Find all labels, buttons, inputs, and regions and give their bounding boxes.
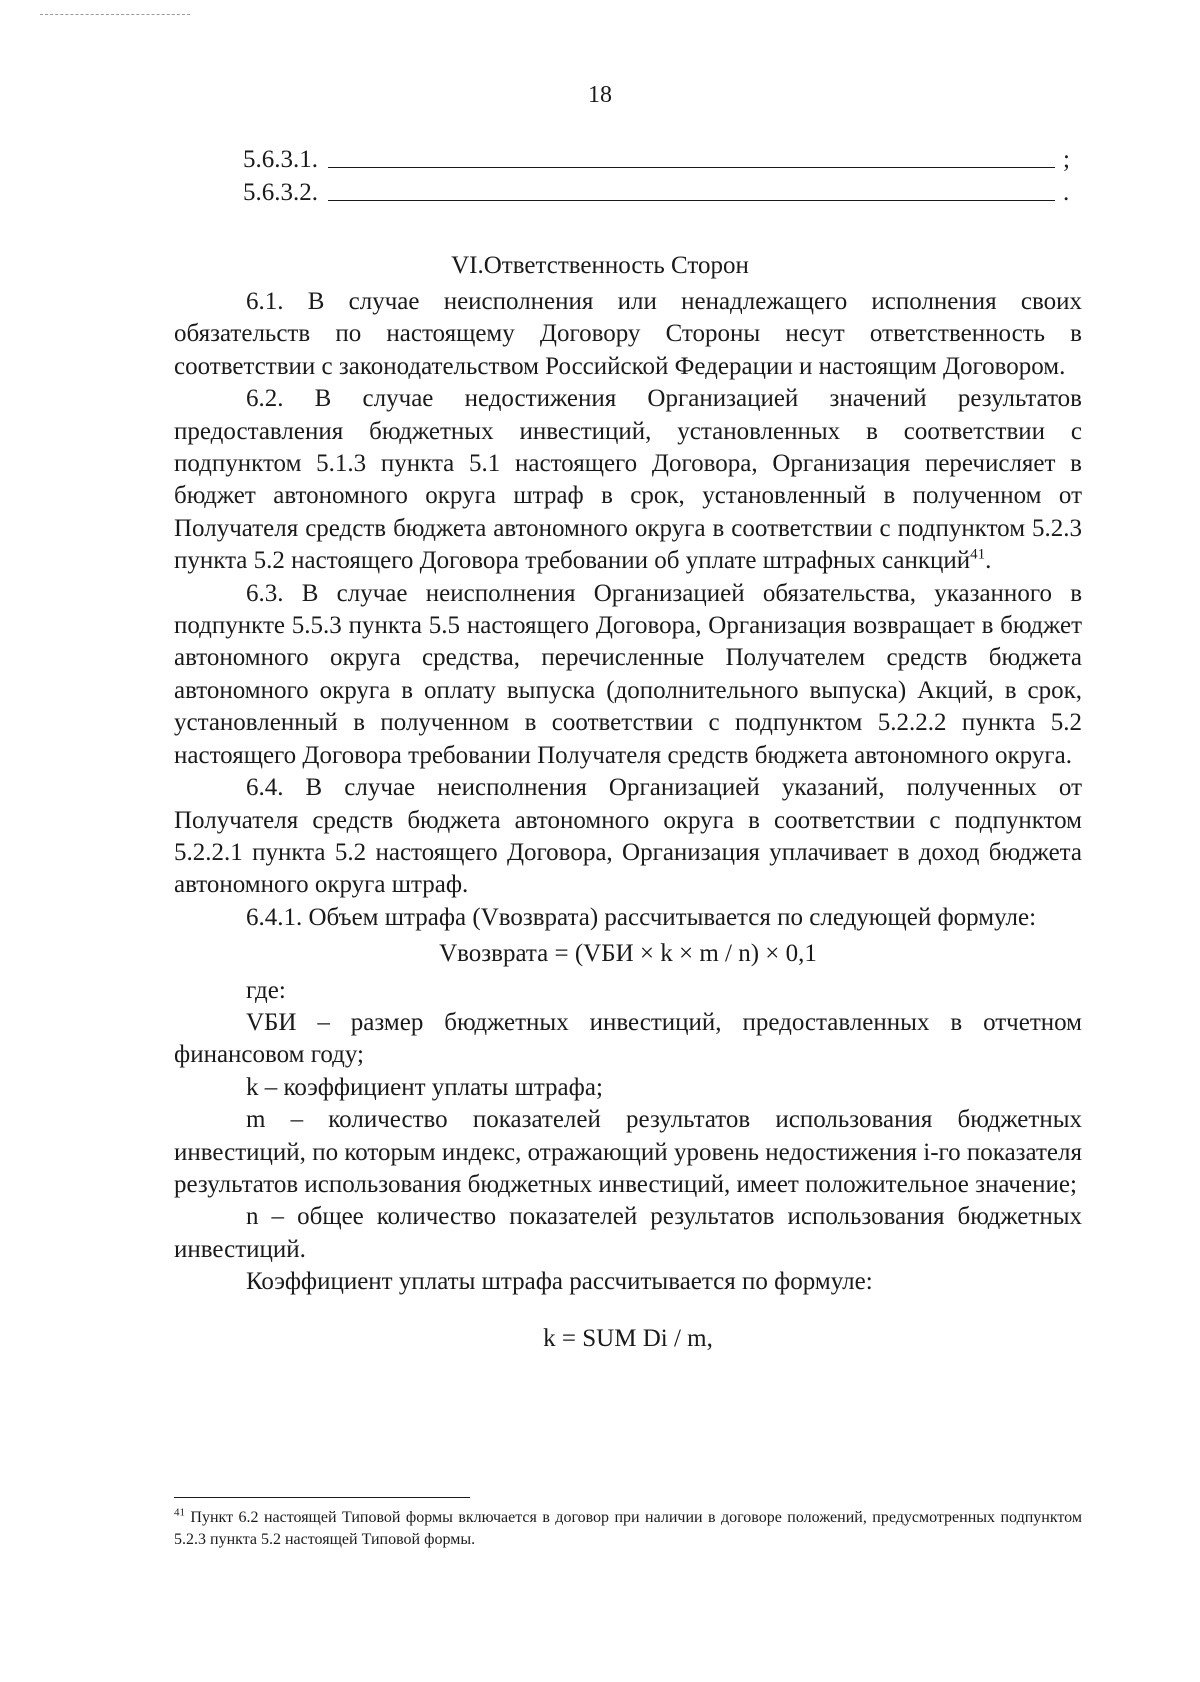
paragraph-6-3: 6.3. В случае неисполнения Организацией обязательства, указанного в подпункте 5.5.3 пункта 5.5 настоящего Договора, Организация возвращает в бюджет автономного округа средства, перечисленные Получателем средств бюджета автономного округа в оплату выпуска (дополнительного выпуска) Акций, в срок, установленный в полученном в соответствии с подпунктом 5.2.2.2 пункта 5.2 настоящего Договора требовании Получателя средств бюджета автономного округа. <box>174 579 1082 769</box>
scan-artifact <box>40 14 190 18</box>
footnote-separator <box>174 1497 470 1498</box>
coefficient-intro: Коэффициент уплаты штрафа рассчитывается по формуле: <box>246 1268 873 1296</box>
paragraph-6-2-end: . <box>985 547 992 575</box>
footnote-text: Пункт 6.2 настоящей Типовой формы включается в договор при наличии в договоре положений, предусмотренных подпунктом 5.2.3 пункта 5.2 настоящей Типовой формы. <box>174 1509 1082 1548</box>
section-title: VI.Ответственность Сторон <box>451 252 749 279</box>
paragraph-6-2 <box>174 383 1082 577</box>
blank-item-number: 5.6.3.1. <box>243 146 318 173</box>
body-text <box>174 286 1082 1359</box>
blank-item-5-6-3-1 <box>243 146 1073 174</box>
formula-coefficient: k = SUM Di / m, <box>543 1324 713 1352</box>
fill-in-line <box>328 166 1055 168</box>
footnote-number: 41 <box>174 1506 185 1519</box>
blank-item-end: . <box>1063 179 1070 206</box>
footnote <box>174 1507 1082 1551</box>
blank-item-number: 5.6.3.2. <box>243 179 318 206</box>
definition-k: k – коэффициент уплаты штрафа; <box>246 1073 603 1101</box>
definition-n: n – общее количество показателей результатов использования бюджетных инвестиций. <box>174 1203 1082 1263</box>
formula-penalty: Vвозврата = (VБИ × k × m / n) × 0,1 <box>439 940 817 968</box>
page-number: 18 <box>588 82 612 108</box>
paragraph-6-2-text: 6.2. В случае недостижения Организацией значений результатов предоставления бюджетных инвестиций, установленных в соответствии с подпунктом 5.1.3 пункта 5.1 настоящего Договора, Организация перечисляет в бюджет автономного округа штраф в срок, установленный в полученном от Получателя средств бюджета автономного округа в соответствии с подпунктом 5.2.3 пункта 5.2 настоящего Договора требовании об уплате штрафных санкций <box>174 385 1082 575</box>
footnote-reference: 41 <box>970 546 986 563</box>
paragraph-6-4: 6.4. В случае неисполнения Организацией указаний, полученных от Получателя средств бюджета автономного округа в соответствии с подпунктом 5.2.2.1 пункта 5.2 настоящего Договора, Организация уплачивает в доход бюджета автономного округа штраф. <box>174 774 1082 899</box>
fill-in-line <box>328 199 1055 201</box>
definition-m: m – количество показателей результатов использования бюджетных инвестиций, по которым индекс, отражающий уровень недостижения i-го показателя результатов использования бюджетных инвестиций, имеет положительное значение; <box>174 1106 1082 1198</box>
paragraph-6-1: 6.1. В случае неисполнения или ненадлежащего исполнения своих обязательств по настоящему Договору Стороны несут ответственность в соответствии с законодательством Российской Федерации и настоящим Договором. <box>174 288 1082 380</box>
definition-vbi: VБИ – размер бюджетных инвестиций, предоставленных в отчетном финансовом году; <box>174 1008 1082 1069</box>
blank-item-end: ; <box>1063 146 1070 173</box>
blank-item-5-6-3-2 <box>243 179 1073 207</box>
paragraph-6-4-1: 6.4.1. Объем штрафа (Vвозврата) рассчитывается по следующей формуле: <box>246 903 1037 931</box>
where-label: где: <box>246 976 286 1004</box>
